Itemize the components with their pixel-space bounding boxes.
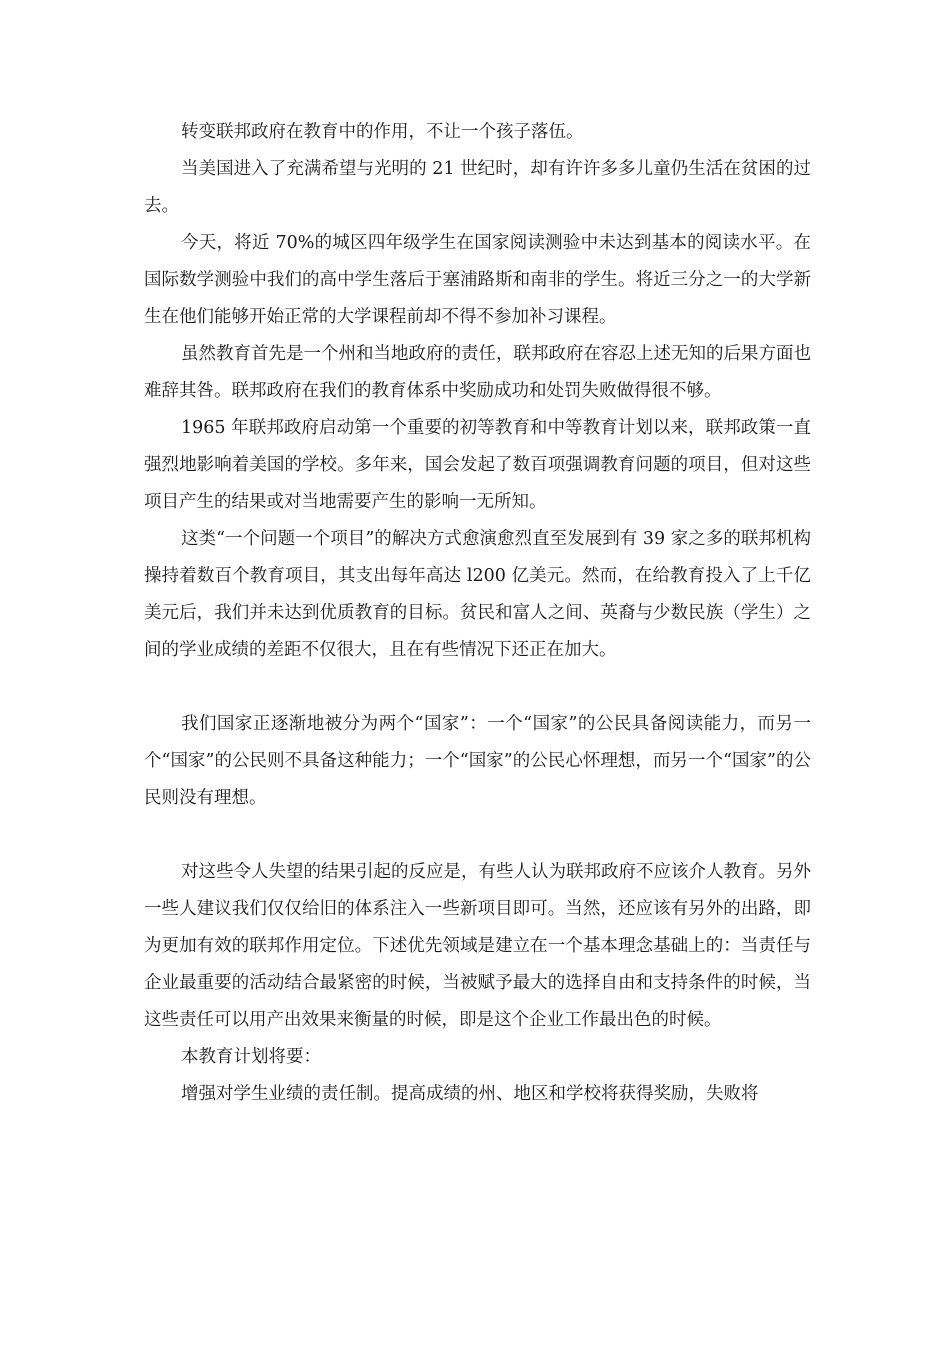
paragraph-7: 我们国家正逐渐地被分为两个“国家”：一个“国家”的公民具备阅读能力，而另一个“国家”的公民则不具备这种能力；一个“国家”的公民心怀理想，而另一个“国家”的公民则没有理想。: [144, 714, 811, 808]
paragraph-8: 对这些令人失望的结果引起的反应是，有些人认为联邦政府不应该介人教育。另外一些人建议我们仅仅给旧的体系注入一些新项目即可。当然，还应该有另外的出路，即为更加有效的联邦作用定位。下述优先领域是建立在一个基本理念基础上的：当责任与企业最重要的活动结合最紧密的时候，当被赋予最大的选择自由和支持条件的时候，当这些责任可以用产出效果来衡量的时候，即是这个企业工作最出色的时候。: [144, 862, 811, 1030]
paragraph-1: 转变联邦政府在教育中的作用，不让一个孩子落伍。: [181, 122, 584, 142]
paragraph-2: 当美国进入了充满希望与光明的 21 世纪时，却有许许多多儿童仍生活在贫困的过去。: [144, 159, 811, 216]
paragraph-10: 增强对学生业绩的责任制。提高成绩的州、地区和学校将获得奖励，失败将: [181, 1084, 759, 1104]
paragraph-spacer: [144, 817, 811, 854]
document-body: [144, 114, 811, 1113]
paragraph-6: 这类“一个问题一个项目”的解决方式愈演愈烈直至发展到有 39 家之多的联邦机构操持着数百个教育项目，其支出每年高达 l200 亿美元。然而，在给教育投入了上千亿美元后，我们并未达到优质教育的目标。贫民和富人之间、英裔与少数民族（学生）之间的学业成绩的差距不仅很大，且在有些情况下还正在加大。: [144, 529, 811, 660]
paragraph-3: 今天，将近 70%的城区四年级学生在国家阅读测验中未达到基本的阅读水平。在国际数学测验中我们的高中学生落后于塞浦路斯和南非的学生。将近三分之一的大学新生在他们能够开始正常的大学课程前却不得不参加补习课程。: [144, 233, 811, 327]
paragraph-5: 1965 年联邦政府启动第一个重要的初等教育和中等教育计划以来，联邦政策一直强烈地影响着美国的学校。多年来，国会发起了数百项强调教育问题的项目，但对这些项目产生的结果或对当地需要产生的影响一无所知。: [144, 418, 811, 512]
paragraph-4: 虽然教育首先是一个州和当地政府的责任，联邦政府在容忍上述无知的后果方面也难辞其咎。联邦政府在我们的教育体系中奖励成功和处罚失败做得很不够。: [144, 344, 811, 401]
paragraph-spacer: [144, 669, 811, 706]
paragraph-9: 本教育计划将要：: [181, 1047, 321, 1067]
